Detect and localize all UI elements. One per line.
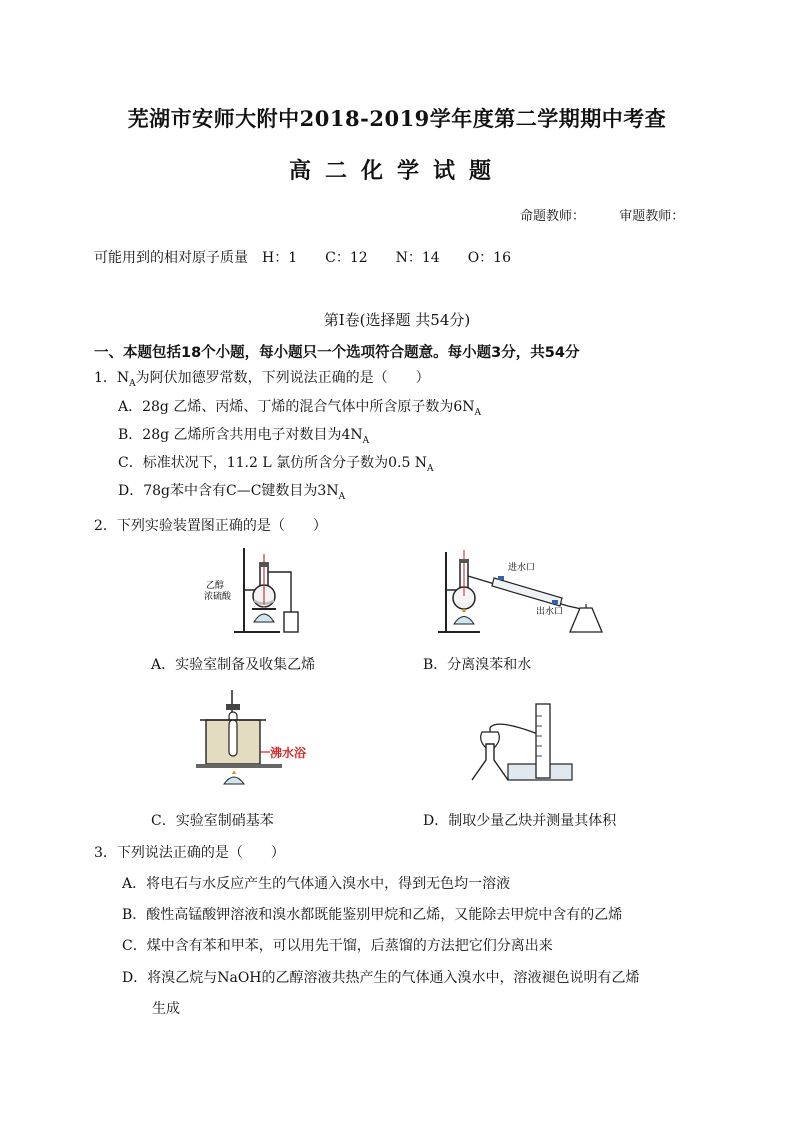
question-3-option-a: A．将电石与水反应产生的气体通入溴水中，得到无色均一溶液: [122, 876, 511, 892]
question-3-option-d-cont: 生成: [152, 1001, 180, 1017]
setter-label: 命题教师：: [520, 209, 586, 224]
question-3-stem: 3．下列说法正确的是（ ）: [94, 845, 285, 861]
question-1-option-d: D．78g苯中含有C—C键数目为$3N_A$: [118, 483, 346, 502]
question-2-stem: 2．下列实验装置图正确的是（ ）: [94, 518, 327, 534]
question-1-option-c: C．标准状况下，11.2 L 氯仿所含分子数为0.5 $N_A$: [118, 455, 434, 474]
label-conc-sulfuric: 浓硫酸: [204, 592, 232, 602]
apparatus-c-water-bath: [196, 690, 322, 786]
apparatus-b-distillation: [436, 546, 606, 636]
label-ethanol: 乙醇: [206, 581, 225, 591]
volume-title: 第Ⅰ卷(选择题 共54分): [323, 311, 471, 329]
caption-c: C．实验室制硝基苯: [151, 813, 274, 829]
atomic-mass-line: 可能用到的相对原子质量 H：1 C：12 N：14 O：16: [94, 250, 511, 266]
question-1-option-b: B．28g 乙烯所含共用电子对数目为$4N_A$: [118, 427, 370, 446]
caption-a: A．实验室制备及收集乙烯: [151, 657, 316, 673]
label-water-inlet: 进水口: [508, 563, 536, 573]
caption-d: D．制取少量乙炔并测量其体积: [423, 813, 617, 829]
question-3-option-c: C．煤中含有苯和甲苯，可以用先干馏，后蒸馏的方法把它们分离出来: [122, 938, 553, 954]
question-3-option-d: D．将溴乙烷与NaOH的乙醇溶液共热产生的气体通入溴水中，溶液褪色说明有乙烯: [122, 970, 640, 986]
caption-b: B．分离溴苯和水: [423, 657, 532, 673]
question-3-option-b: B．酸性高锰酸钾溶液和溴水都既能鉴别甲烷和乙烯，又能除去甲烷中含有的乙烯: [122, 907, 623, 923]
question-1-option-a: A．28g 乙烯、丙烯、丁烯的混合气体中所含原子数为$6N_A$: [118, 399, 481, 418]
question-1-stem: 1．$N_A$为阿伏加德罗常数，下列说法正确的是（ ）: [94, 370, 430, 389]
label-boiling-water-bath: 沸水浴: [270, 746, 307, 760]
apparatus-d-acetylene: [468, 700, 588, 786]
exam-title: 芜湖市安师大附中2018-2019学年度第二学期期中考查: [127, 106, 667, 131]
label-water-outlet: 出水口: [536, 607, 564, 617]
teacher-line: [520, 205, 684, 224]
section-heading: 一、本题包括18个小题，每小题只一个选项符合题意。每小题3分，共54分: [94, 345, 580, 361]
exam-subtitle: 高二化学试题: [288, 158, 505, 184]
apparatus-a-ethylene-prep: [196, 546, 308, 636]
reviewer-label: 审题教师：: [619, 209, 685, 224]
